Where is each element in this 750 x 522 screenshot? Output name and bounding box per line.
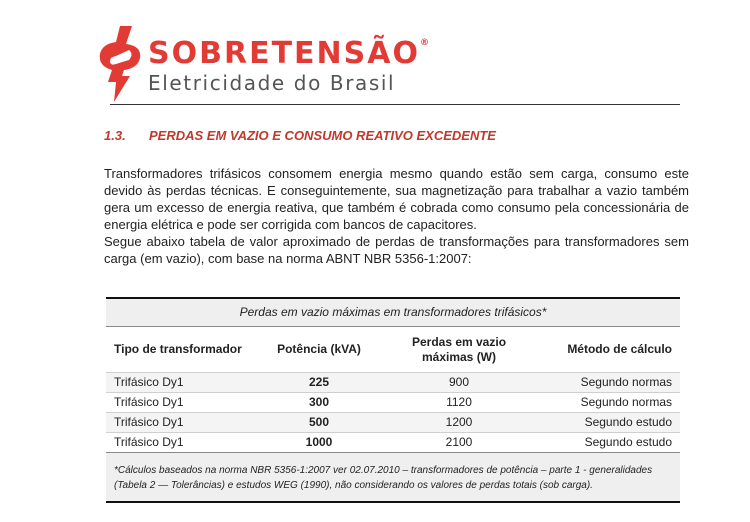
table-header-row [106,327,680,373]
cell-power: 500 [308,415,330,429]
paragraph: Transformadores trifásicos consomem energia mesmo quando estão sem carga, consumo este devido às perdas técnicas. E conseguintemente, sua magnetização para trabalhar a vazio também gera um excesso de energia reativa, que também é cobrada como consumo pela concessionária de energia elétrica e pode ser corrigida com bancos de capacitores. [104,166,689,232]
cell-losses: 2100 [445,435,473,449]
col-header-power: Potência (kVA) [277,342,361,356]
lightning-bolt-icon [96,24,146,104]
header-divider [110,104,680,105]
cell-type: Trifásico Dy1 [114,435,184,449]
table-row [106,433,680,453]
table-row [106,393,680,413]
losses-table [106,297,680,503]
cell-method: Segundo normas [580,395,672,409]
cell-type: Trifásico Dy1 [114,415,184,429]
cell-method: Segundo normas [580,375,672,389]
cell-losses: 1200 [445,415,473,429]
cell-type: Trifásico Dy1 [114,395,184,409]
table-caption: Perdas em vazio máximas em transformadores trifásicos* [106,299,680,327]
body-text [104,165,689,267]
section-title: PERDAS EM VAZIO E CONSUMO REATIVO EXCEDENTE [149,128,496,143]
brand-name: SOBRETENSÃO® [148,36,429,71]
col-header-losses: Perdas em vazio máximas (W) [411,334,507,364]
company-logo [96,24,429,104]
section-heading [104,128,496,143]
table-bottom-rule [106,501,680,503]
cell-type: Trifásico Dy1 [114,375,184,389]
table-row [106,413,680,433]
cell-power: 300 [308,395,330,409]
paragraph: Segue abaixo tabela de valor aproximado de perdas de transformações para transformadores sem carga (em vazio), com base na norma ABNT NBR 5356-1:2007: [104,234,689,266]
section-number: 1.3. [104,128,126,143]
cell-losses: 1120 [446,395,472,409]
table-row [106,373,680,393]
table-footnote: *Cálculos baseados na norma NBR 5356-1:2007 ver 02.07.2010 – transformadores de potência – parte 1 - generalidades (Tabela 2 — Tolerâncias) e estudos WEG (1990), não considerando os valores de perdas totais (sob carga). [106,453,680,501]
cell-method: Segundo estudo [584,435,672,449]
cell-losses: 900 [448,375,470,389]
cell-power: 1000 [305,435,333,449]
col-header-method: Método de cálculo [567,342,672,356]
col-header-type: Tipo de transformador [114,342,242,356]
cell-power: 225 [308,375,330,389]
brand-tagline: Eletricidade do Brasil [148,71,396,95]
cell-method: Segundo estudo [584,415,672,429]
data-table [106,327,680,452]
